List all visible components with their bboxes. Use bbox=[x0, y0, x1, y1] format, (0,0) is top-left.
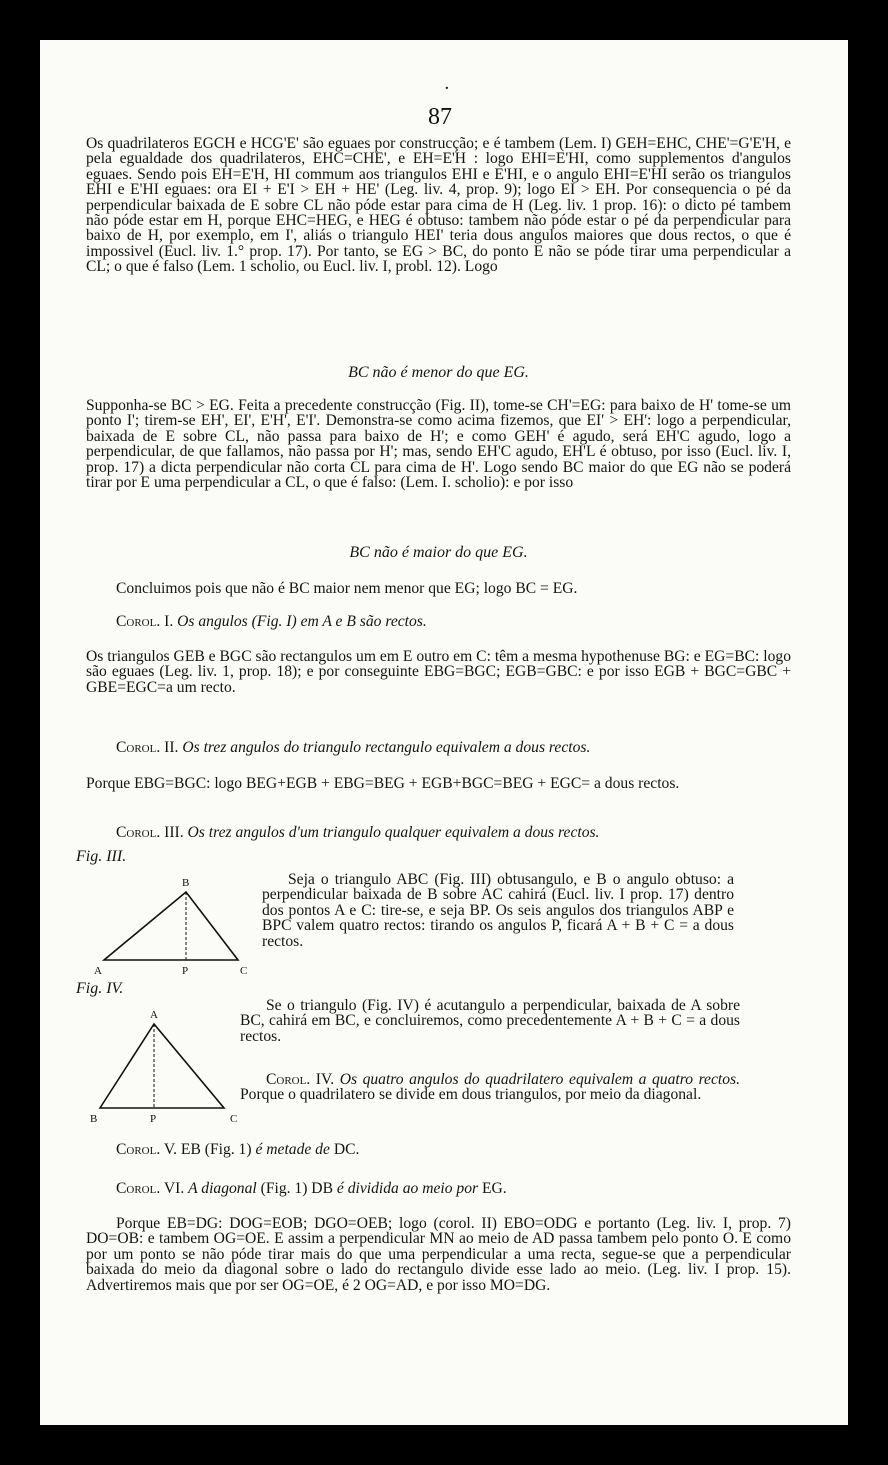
paragraph-8: Porque EB=DG: DOG=EOB; DGO=OEB; logo (corol. II) EBO=ODG e portanto (Leg. liv. I, prop. 7) DO=OB: e tambem OG=OE. E assim a perpendicular MN ao meio de AD passa tambem pelo ponto O. E como por um ponto se não póde tirar mais do que uma perpendicular a uma recta, segue-se que a perpendicular baixada do meio da diagonal sobre o lado do rectangulo divide esse lado ao meio. (Leg. liv. I prop. 15). Advertiremos mais que por ser OG=OE, é 2 OG=AD, e por isso MO=DG. bbox=[86, 1215, 791, 1294]
paragraph-1: Os quadrilateros EGCH e HCG'E' são eguaes por construcção; e é tambem (Lem. I) GEH=EHC, CHE'=G'E'H, e pela egualdade dos quadrilateros, EHC=CHE', e EH=E'H : logo EHI=E'HI, como supplementos d'angulos eguaes. Sendo pois EH=E'H, HI commum aos triangulos EHI e E'HI, e o angulo EHI=E'HI serão os triangulos EHI e E'HI eguaes: ora EI + E'I > EH + HE' (Leg. liv. 4, prop. 9); logo EI > EH. Por consequencia o pé da perpendicular baixada de E sobre CL não póde estar para cima de H (Leg. liv. 1 prop. 16): o dicto pé tambem não póde estar em H, porque EHC=HEG, e HEG é obtuso: tambem não póde estar o pé da perpendicular para baixo de H, por exemplo, em I', aliás o triangulo HEI' teria dous angulos maiores que dous rectos, o que é impossivel (Eucl. liv. 1.° prop. 17). Por tanto, se EG > BC, do ponto E não se póde tirar uma perpendicular a CL; o que é falso (Lem. 1 scholio, ou Eucl. liv. I, probl. 12). Logo bbox=[86, 135, 791, 276]
corollary-6-end: EG. bbox=[481, 1180, 507, 1197]
paragraph-3: Concluimos pois que não é BC maior nem menor que EG; logo BC = EG. bbox=[116, 580, 578, 597]
corollary-5-end: DC. bbox=[333, 1141, 360, 1158]
corollary-6-heading: Corol. VI. bbox=[116, 1180, 185, 1197]
figure-3-point-b: B bbox=[182, 877, 190, 889]
corollary-3 bbox=[86, 825, 791, 840]
corollary-2-heading: Corol. II. bbox=[116, 739, 179, 756]
corollary-6-ref: (Fig. 1) DB bbox=[260, 1180, 333, 1197]
paragraph-6: Seja o triangulo ABC (Fig. III) obtusangulo, e B o angulo obtuso: a perpendicular baixada de B sobre AC cahirá (Eucl. liv. I prop. 17) dentro dos pontos A e C: tire-se, e seja BP. Os seis angulos dos triangulos ABP e BPC valem quatro rectos: tirando os angulos P, ficará A + B + C = a dous rectos. bbox=[262, 871, 734, 950]
corollary-1-text: Os angulos (Fig. I) em A e B são rectos. bbox=[177, 613, 427, 630]
paragraph-4: Os triangulos GEB e BGC são rectangulos um em E outro em C: têm a mesma hypothenuse BG: e EG=BC: logo são eguaes (Leg. liv. 1, prop. 18); e por conseguinte EBG=BGC; EGB=GBC: e por isso EGB + BGC=GBC + GBE=EGC=a um recto. bbox=[86, 648, 791, 696]
corollary-2 bbox=[86, 740, 791, 755]
figure-3-point-a: A bbox=[94, 965, 102, 977]
corollary-2-text: Os trez angulos do triangulo rectangulo equivalem a dous rectos. bbox=[182, 739, 591, 756]
figure-3-point-p: P bbox=[182, 965, 189, 977]
paragraph-2: Supponha-se BC > EG. Feita a precedente construcção (Fig. II), tome-se CH'=EG: para baixo de H' tome-se um ponto I'; tirem-se EH', EI', E'H', E'I'. Demonstra-se como acima fizemos, que EI' > EH': logo a perpendicular, baixada de E sobre CL, não passa para baixo de H'; e como GEH' é agudo, será EH'C agudo, logo a perpendicular, de que fallamos, não passa por H'; mas, sendo EH'C agudo, EH'L é obtuso, por isso (Eucl. liv. I, prop. 17) a dicta perpendicular não corta CL para cima de H'. Logo sendo BC maior do que EG não se poderá tirar por E uma perpendicular a CL, o que é falso: (Lem. I. scholio): e por isso bbox=[86, 397, 791, 492]
scanned-page bbox=[40, 40, 848, 1425]
figure-4-point-a: A bbox=[150, 1009, 158, 1021]
corollary-6-title: A diagonal bbox=[188, 1180, 257, 1197]
figure-3-triangle bbox=[90, 872, 250, 984]
corollary-4-rest: Porque o quadrilatero se divide em dous triangulos, por meio da diagonal. bbox=[240, 1086, 702, 1104]
corollary-6-text: é dividida ao meio por bbox=[336, 1180, 479, 1197]
corollary-1 bbox=[86, 614, 791, 629]
page-number: 87 bbox=[428, 104, 452, 130]
figure-4-outline bbox=[100, 1024, 224, 1108]
figure-3-point-c: C bbox=[240, 965, 248, 977]
corollary-5-heading: Corol. V. bbox=[116, 1141, 178, 1158]
figure-4-label: Fig. IV. bbox=[76, 980, 124, 997]
figure-4-triangle bbox=[90, 1004, 240, 1124]
corollary-3-text: Os trez angulos d'um triangulo qualquer equivalem a dous rectos. bbox=[187, 824, 600, 841]
conclusion-2: BC não é maior do que EG. bbox=[349, 544, 528, 561]
corollary-5-text: é metade de bbox=[255, 1141, 330, 1158]
conclusion-1: BC não é menor do que EG. bbox=[348, 364, 529, 381]
corollary-3-heading: Corol. III. bbox=[116, 824, 184, 841]
figure-3-label: Fig. III. bbox=[76, 848, 127, 865]
corollary-5-ref: EB (Fig. 1) bbox=[180, 1141, 252, 1158]
figure-4-point-p: P bbox=[150, 1113, 157, 1125]
figure-4-point-b: B bbox=[90, 1113, 98, 1125]
ink-dot: · bbox=[444, 78, 450, 99]
corollary-5 bbox=[116, 1142, 791, 1157]
paragraph-7: Se o triangulo (Fig. IV) é acutangulo a perpendicular, baixada de A sobre BC, cahirá em BC, e concluiremos, como precedentemente A + B + C = a dous rectos. bbox=[240, 997, 740, 1045]
corollary-4 bbox=[240, 1072, 740, 1103]
figure-3-outline bbox=[104, 892, 238, 960]
paragraph-5: Porque EBG=BGC: logo BEG+EGB + EBG=BEG + EGB+BGC=BEG + EGC= a dous rectos. bbox=[86, 775, 680, 792]
corollary-4-text: Os quatro angulos do quadrilatero equivalem a quatro rectos. bbox=[339, 1071, 740, 1088]
corollary-6 bbox=[116, 1181, 791, 1196]
figure-4-point-c: C bbox=[230, 1113, 238, 1125]
corollary-1-heading: Corol. I. bbox=[116, 613, 174, 630]
corollary-4-heading: Corol. IV. bbox=[266, 1071, 335, 1088]
